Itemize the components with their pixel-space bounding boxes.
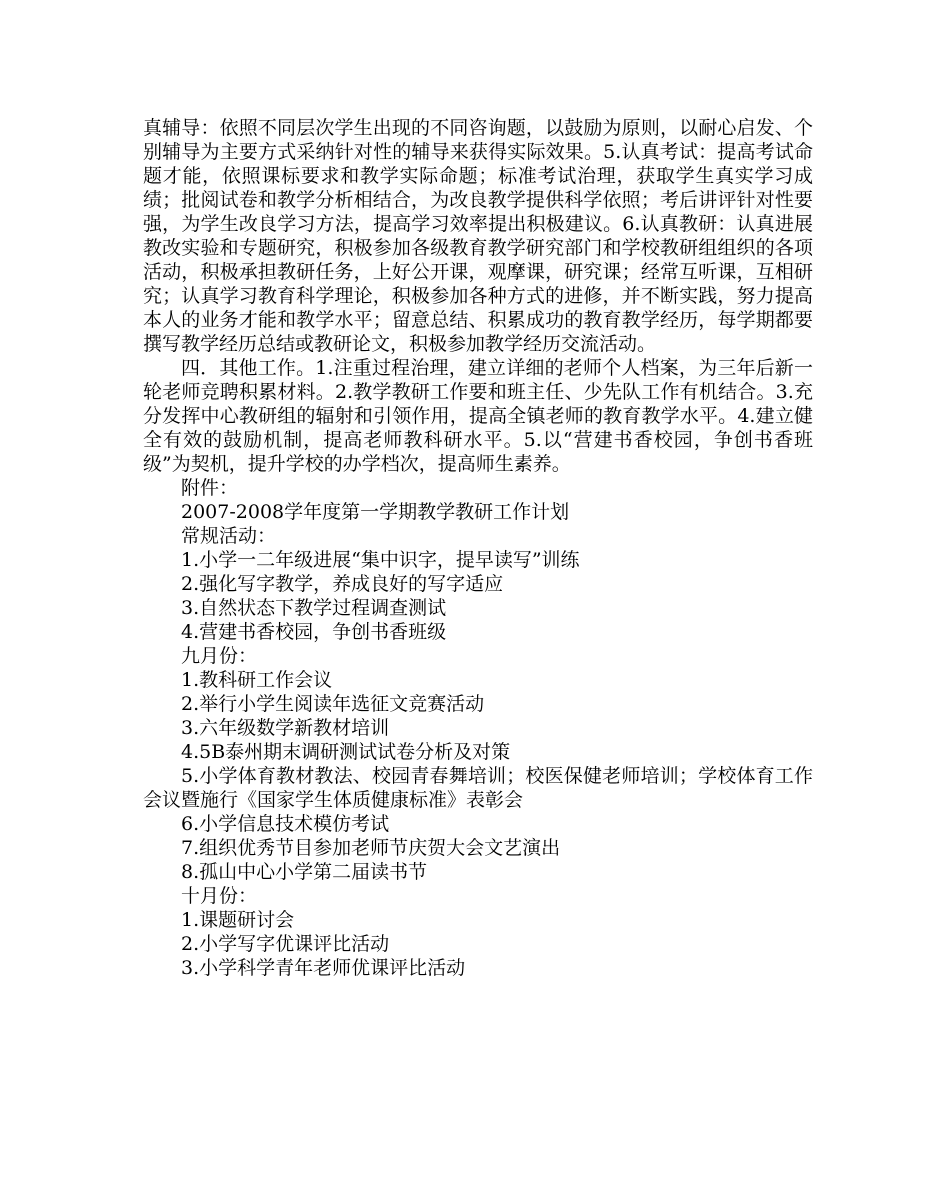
plan-title: 2007-2008学年度第一学期教学教研工作计划	[181, 501, 570, 523]
attachment-label: 附件：	[181, 477, 239, 499]
september-heading: 九月份：	[181, 645, 258, 667]
list-item: 8.孤山中心小学第二届读书节	[181, 861, 428, 883]
october-heading: 十月份：	[181, 885, 258, 907]
list-item: 7.组织优秀节目参加老师节庆贺大会文艺演出	[181, 837, 561, 859]
list-item: 4.5B泰州期末调研测试试卷分析及对策	[181, 741, 511, 763]
list-item: 4.营建书香校园，争创书香班级	[181, 621, 447, 643]
list-item: 2.强化写字教学，养成良好的写字适应	[181, 573, 504, 595]
paragraph-section-4: 四．其他工作。1.注重过程治理，建立详细的老师个人档案，为三年后新一轮老师竞聘积累材料。2.教学教研工作要和班主任、少先队工作有机结合。3.充分发挥中心教研组的辐射和引领作用，提高全镇老师的教育教学水平。4.建立健全有效的鼓励机制，提高老师教科研水平。5.以“营建书香校园，争创书香班级”为契机，提升学校的办学档次，提高师生素养。	[143, 357, 813, 475]
list-item: 3.六年级数学新教材培训	[181, 717, 390, 739]
document-body	[143, 116, 813, 980]
list-item: 1.课题研讨会	[181, 909, 295, 931]
paragraph-continuation: 真辅导：依照不同层次学生出现的不同咨询题，以鼓励为原则，以耐心启发、个别辅导为主要方式采纳针对性的辅导来获得实际效果。5.认真考试：提高考试命题才能，依照课标要求和教学实际命题；标准考试治理，获取学生真实学习成绩；批阅试卷和教学分析相结合，为改良教学提供科学依照；考后讲评针对性要强，为学生改良学习方法，提高学习效率提出积极建议。6.认真教研：认真进展教改实验和专题研究，积极参加各级教育教学研究部门和学校教研组组织的各项活动，积极承担教研任务，上好公开课，观摩课，研究课；经常互听课，互相研究；认真学习教育科学理论，积极参加各种方式的进修，并不断实践，努力提高本人的业务才能和教学水平；留意总结、积累成功的教育教学经历，每学期都要撰写教学经历总结或教研论文，积极参加教学经历交流活动。	[143, 117, 813, 355]
list-item: 2.小学写字优课评比活动	[181, 933, 390, 955]
list-item: 6.小学信息技术模仿考试	[181, 813, 390, 835]
routine-heading: 常规活动：	[181, 525, 277, 547]
list-item: 1.教科研工作会议	[181, 669, 333, 691]
list-item: 3.自然状态下教学过程调查测试	[181, 597, 447, 619]
list-item: 2.举行小学生阅读年选征文竞赛活动	[181, 693, 485, 715]
list-item: 1.小学一二年级进展“集中识字，提早读写”训练	[181, 549, 580, 571]
list-item: 3.小学科学青年老师优课评比活动	[181, 957, 466, 979]
list-item: 5.小学体育教材教法、校园青春舞培训；校医保健老师培训；学校体育工作会议暨施行《国家学生体质健康标准》表彰会	[143, 765, 813, 811]
